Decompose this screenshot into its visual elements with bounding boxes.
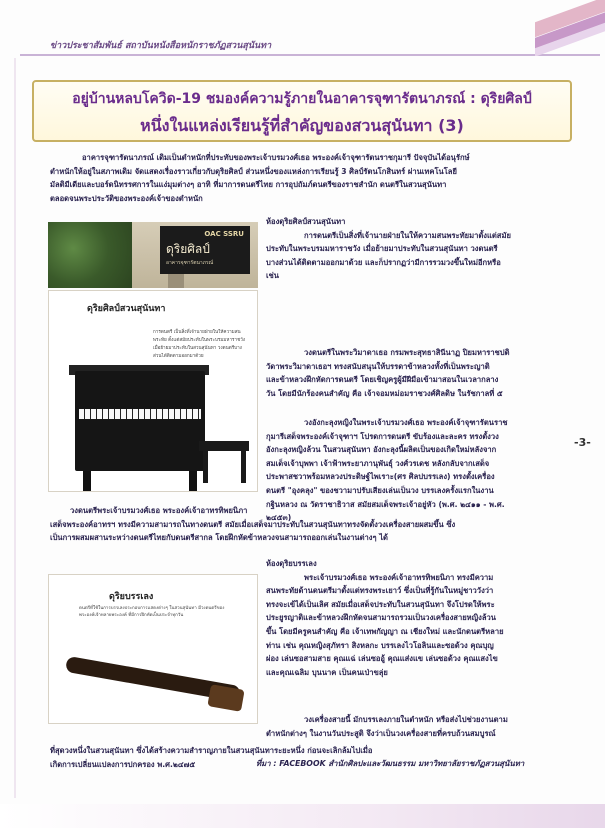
section-line: กฐินหลวง ณ วัดราชาธิวาส สมัยสมเด็จพระเจ้าอยู่หัว (พ.ศ. ๒๔๑๑ - พ.ศ. <box>266 499 505 509</box>
section-athorn-band <box>50 504 570 545</box>
section-line: ท่าน เช่น คุณหญิงสุภัทรา สิงหลกะ บรรเลงไวโอลินและซอด้วง คุณบุญ <box>266 640 494 650</box>
bench-icon <box>199 441 249 451</box>
exhibit-card-title: ดุริยศิลป์สวนสุนันทา <box>87 304 166 314</box>
section-line: ผ่อง เล่นซอสามสาย คุณแฉ่ เล่นซออู้ คุณแส่งแข เล่นซอด้วง คุณแสงไข <box>266 654 498 664</box>
section-duriyabanleng <box>266 557 572 679</box>
top-header-bar <box>20 34 600 56</box>
section-heading: ห้องดุริยศิลป์สวนสุนันทา <box>266 217 346 226</box>
intro-line: ตำหนักให้อยู่ในสภาพเดิม จัดแสดงเรื่องราวเกี่ยวกับดุริยศิลป์ ส่วนหนึ่งของแหล่งการเรียนรู้ 3 ศิลป์รัตนโกสินทร์ ผ่านเทคโนโลยี <box>50 166 457 176</box>
intro-line: ตลอดจนพระประวัติของพระองค์เจ้าของตำหนัก <box>50 193 203 203</box>
section-line: การดนตรีเป็นสิ่งที่เจ้านายฝ่ายในให้ความสนพระทัยมาตั้งแต่สมัย <box>304 230 511 240</box>
section-line: ขึ้น โดยมีครูคนสำคัญ คือ เจ้าเทพกัญญา ณ เชียงใหม่ และนักดนตรีหลาย <box>266 626 504 636</box>
section-line: ตำหนักต่างๆ ในงานวันประสูติ จึงว่าเป็นวงเครื่องสายที่ครบถ้วนสมบูรณ์ <box>266 728 496 738</box>
section-line: เช่น <box>266 271 279 281</box>
poster-title: ดุริยศิลป์ <box>166 242 210 256</box>
section-string-band <box>266 713 572 740</box>
section-line: และคุณเฉลิม บุนนาค เป็นคนเป่าขลุ่ย <box>266 667 388 677</box>
section-line: ๒๔๕๓) <box>266 513 292 523</box>
page-number: -3- <box>574 436 591 449</box>
section-line: วัดาพระวิมาดาเธอฯ ทรงสนับสนุนให้บรรดาข้าหลวงทั้งที่เป็นพระญาติ <box>266 361 490 371</box>
headline-box <box>32 80 572 142</box>
section-line: วงดนตรีในพระวิมาดาเธอ กรมพระสุทธาสินีนาฏ ปิยมหาราชปดิ <box>304 348 510 357</box>
section-line: ประยูรญาติและข้าหลวงฝึกหัดจนสามารถรวมเป็นวงเครื่องสายหญิงล้วน <box>266 613 496 623</box>
headline-line-2: หนึ่งในแหล่งเรียนรู้ที่สำคัญของสวนสุนันทา (3) <box>140 116 464 135</box>
section-line: เป็นการผสมผสานระหว่างดนตรีไทยกับดนตรีสากล โดยฝึกหัดข้าหลวงจนสามารถออกเล่นในงานต่างๆ ได้ <box>50 533 388 543</box>
section-line: ประพาสชวาพร้อมหลวงประดิษฐ์ไพเราะ(ศร ศิลปบรรเลง) ทรงตั้งเครื่อง <box>266 472 495 482</box>
newsletter-title: ข่าวประชาสัมพันธ์ สถาบันหนังสือหนักราชภัฏสวนสุนันทา <box>50 41 272 51</box>
section-line: เกิดการเปลี่ยนแปลงการปกครอง พ.ศ.๒๔๗๕ <box>50 759 196 769</box>
section-line: สนพระทัยด้านดนตรีมาตั้งแต่ทรงพระเยาว์ ซึ่งเป็นที่รู้กันในหมู่ชาววังว่า <box>266 586 494 596</box>
intro-line: อาคารจุฑารัตนาภรณ์ เดิมเป็นตำหนักที่ประทับของพระเจ้าบรมวงศ์เธอ พระองค์เจ้าจุฑารัตนราชกุมารี ปัจจุบันได้อนุรักษ์ <box>82 153 470 162</box>
section-line: วัน โดยมีนักร้องคนสำคัญ คือ เจ้าจอมหม่อมราชวงศ์ศิลดิษ ในรัชกาลที่ ๕ <box>266 388 503 398</box>
section-line: ทรงจะเข้ได้เป็นเลิศ สมัยเมื่อเสด็จประทับในสวนสุนันทา จึงโปรดให้พระ <box>266 599 495 609</box>
section-line: เสด็จพระองค์อาทรฯ ทรงมีความสามารถในทางดนตรี สมัยเมื่อเสด็จมาประทับในสวนสุนันทาทรงจัดตั้งวงเครื่องสายผสมขึ้น ซึ่ง <box>50 519 456 529</box>
section-duriyasilp <box>266 215 572 283</box>
poster-subtitle: อาคารจุฑารัตนาภรณ์ <box>166 260 214 266</box>
piano-exhibit-photo <box>48 290 258 492</box>
section-line: บางส่วนได้ติดตามออกมาด้วย และก็ปรากฏว่ามีการรวมวงขึ้นใหม่อีกหรือ <box>266 257 501 267</box>
exhibit-card-title: ดุริยบรรเลง <box>109 592 154 602</box>
section-line: วงเครื่องสายนี้ มักบรรเลงภายในตำหนัก หรือส่งไปช่วยงานตาม <box>304 715 508 724</box>
headline-line-1: อยู่บ้านหลบโควิด-19 ชมองค์ความรู้ภายในอาคารจุฑารัตนาภรณ์ : ดุริยศิลป์ <box>72 91 532 107</box>
section-line: วงดนตรีพระเจ้าบรมวงศ์เธอ พระองค์เจ้าอาทรทิพยนิภา <box>70 506 248 515</box>
section-line: อังกะลุงหญิงล้วน ในสวนสุนันทา อังกะลุงนี้ผลิตเป็นของเกิดใหม่หลังจาก <box>266 445 497 455</box>
left-rule-decoration <box>14 58 16 798</box>
exhibit-card-text: การดนตรี เป็นสิ่งที่เจ้านายฝ่ายในให้ความสนพระทัย ตั้งแต่สมัยประทับในพระบรมมหาราชวัง เมื่อย้ายมาประทับในสวนสุนันทา วงดนตรีบางส่วนได้ติดตามออกมาด้วย <box>153 330 246 359</box>
section-heading: ห้องดุริยบรรเลง <box>266 559 317 568</box>
source-credit: ที่มา : FACEBOOK สำนักศิลปะและวัฒนธรรม มหาวิทยาลัยราชภัฏสวนสุนันทา <box>256 759 525 768</box>
duriyasilp-poster <box>160 226 250 274</box>
corner-decoration <box>535 0 605 56</box>
zither-exhibit-photo <box>48 574 258 724</box>
section-sutthasini-band <box>266 346 572 400</box>
section-line: พระเจ้าบรมวงศ์เธอ พระองค์เจ้าอาทรทิพยนิภา ทรงมีความ <box>304 572 494 582</box>
exhibit-card-text: ดนตรีที่ใช้ในการบรรเลงประกอบการแสดงต่างๆ ในสวนสุนันทา มีวงดนตรีของพระองค์เจ้าหลายพระองค์ ที่มีการฝึกหัดเป็นประจำทุกวัน <box>79 606 225 619</box>
section-line: ดนตรี "อุงคลุง" ของชวามาปรับเสียงเล่นเป็นวง บรรเลงครั้งแรกในงาน <box>266 485 494 495</box>
section-line: และข้าหลวงฝึกหัดการดนตรี โดยเชิญครูผู้มีฝีมือเข้ามาสอนในเวลากลาง <box>266 375 499 385</box>
section-line: ที่สุดวงหนึ่งในสวนสุนันทา ซึ่งได้สร้างความสำราญภายในสวนสุนันทาระยะหนึ่ง ก่อนจะเลิกล้มไปเมื่อ <box>50 746 373 755</box>
footer-decoration <box>0 804 605 828</box>
section-line: สมเด็จเจ้าบุพพา เจ้าฟ้าพระยาภานุพันธุ์ วงศ์วรเดช หลังกลับจากเสด็จ <box>266 458 490 468</box>
intro-paragraph <box>50 151 570 205</box>
section-line: วงอังกะลุงหญิงในพระเจ้าบรมวงศ์เธอ พระองค์เจ้าจุฑารัตนราช <box>304 418 508 427</box>
intro-line: มัลติมีเดียและบอร์ดนิทรรศการในแง่มุมต่างๆ อาทิ ที่มาการดนตรีไทย การอุปถัมภ์ดนตรีของราชสำนัก ดนตรีในสวนสุนันทา <box>50 180 447 190</box>
oac-logo: OAC SSRU <box>204 230 244 238</box>
section-line: ประทับในพระบรมมหาราชวัง เมื่อย้ายมาประทับในสวนสุนันทา วงดนตรี <box>266 244 498 254</box>
section-line: กุมารีเสด็จพระองค์เจ้าจุฑาฯ โปรดการดนตรี ขับร้องและละคร ทรงตั้งวง <box>266 431 499 441</box>
